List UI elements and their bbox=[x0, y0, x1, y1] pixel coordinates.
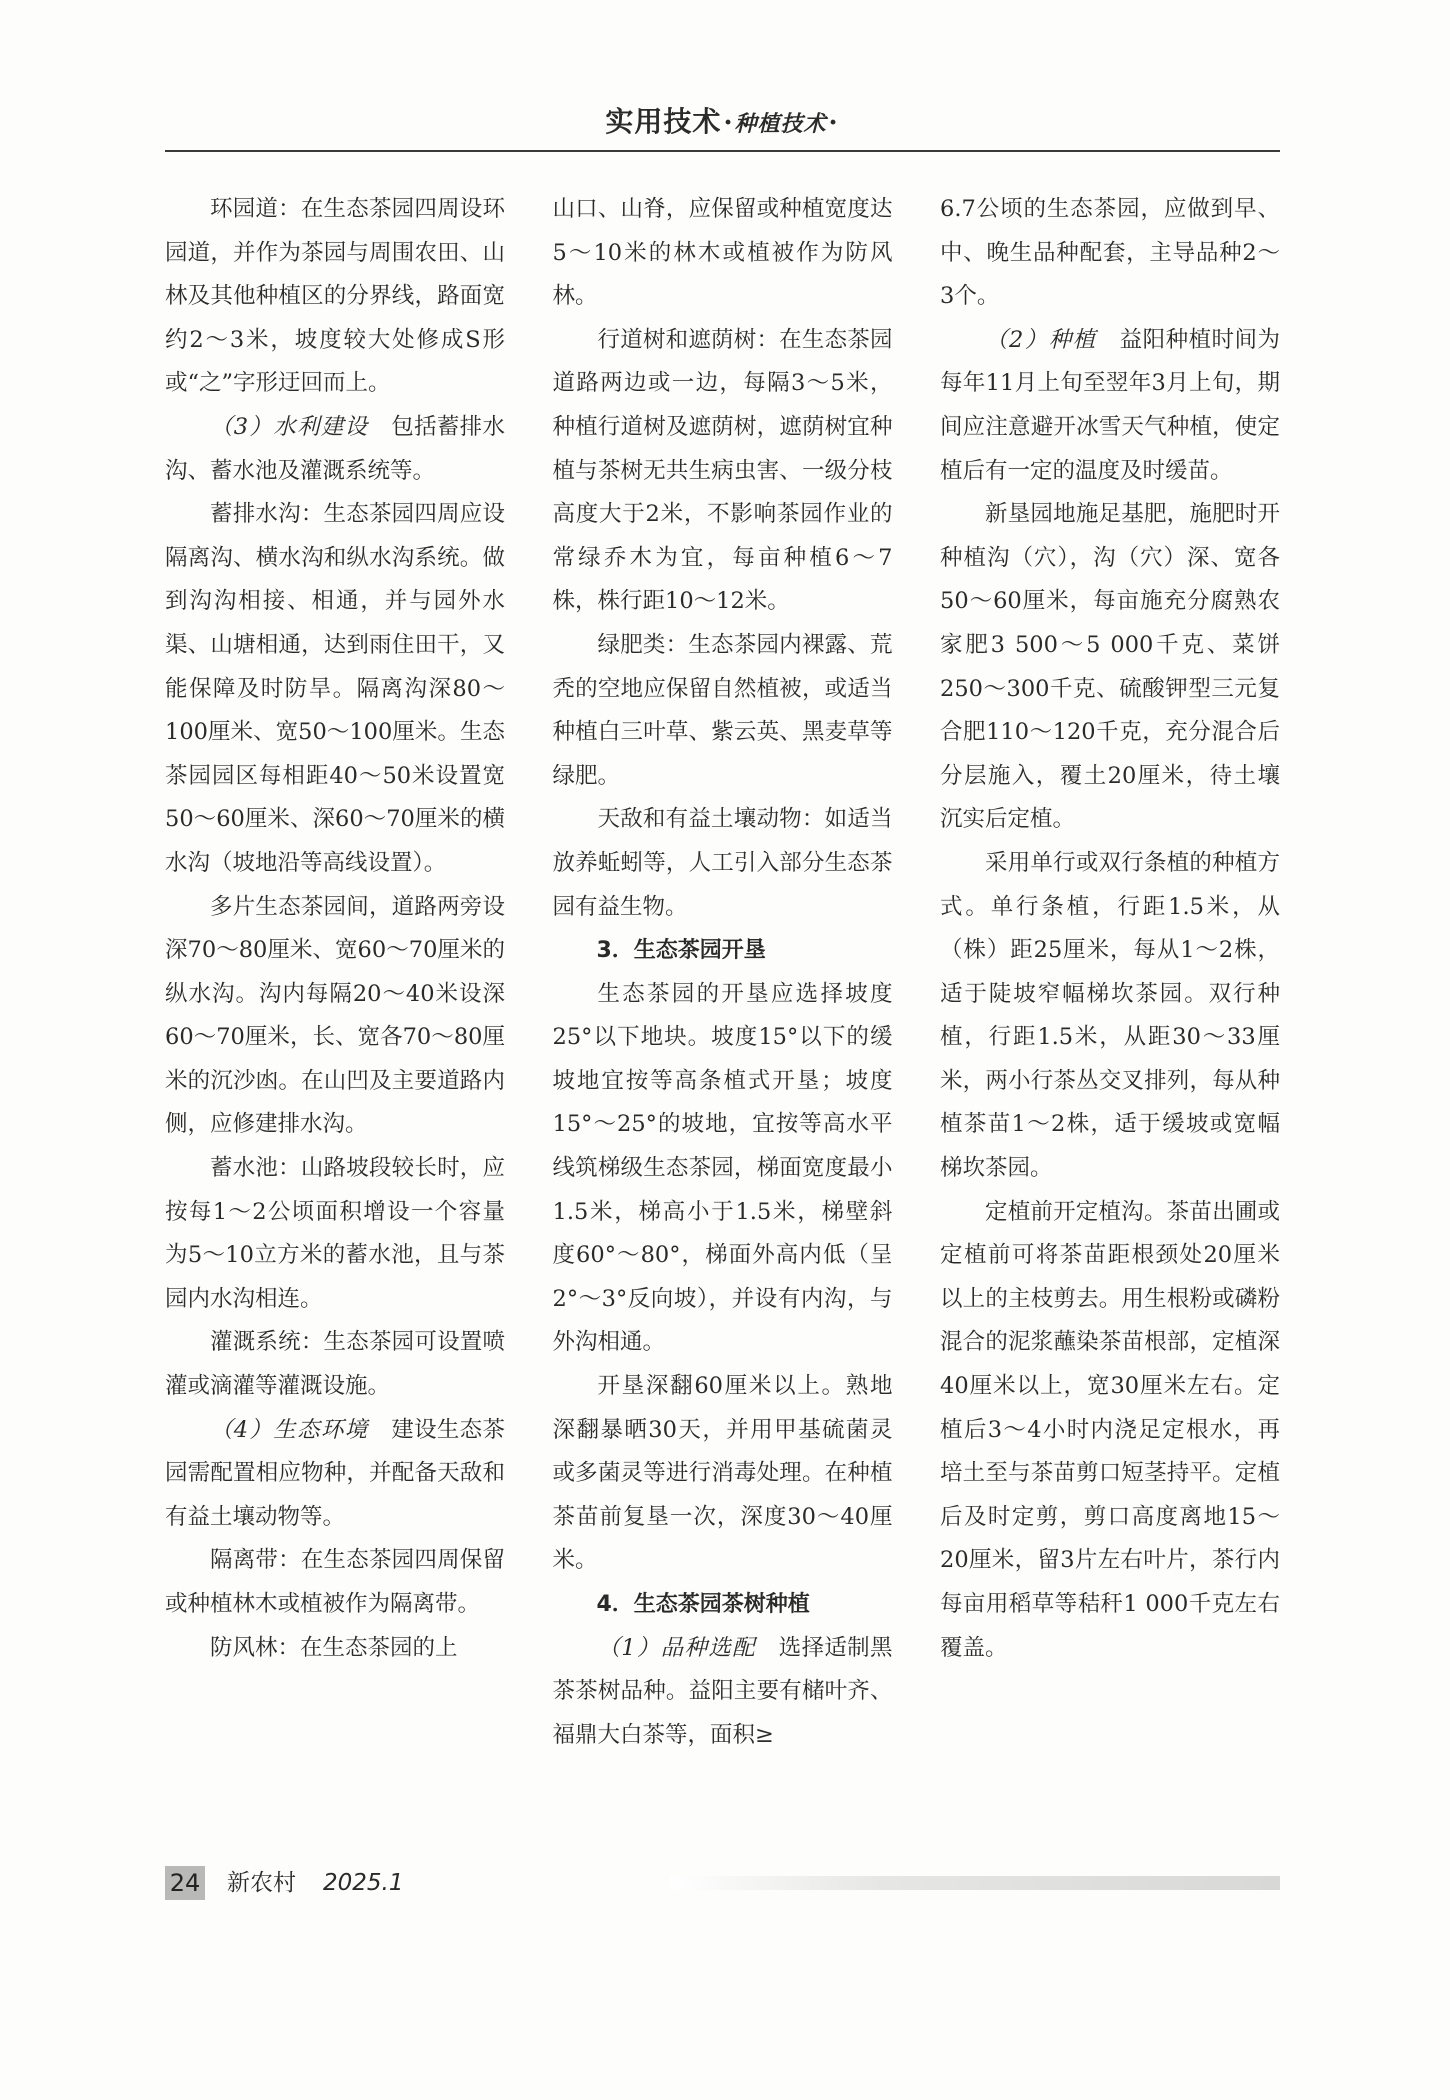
column-2 bbox=[553, 188, 893, 1848]
subsection-label: （2）种植 bbox=[985, 326, 1097, 353]
continued-paragraph: 6.7公顷的生态茶园，应做到早、中、晚生品种配套，主导品种2～3个。 bbox=[940, 196, 1280, 310]
paragraph-text: 包括蓄排水沟、蓄水池及灌溉系统等。 bbox=[165, 413, 505, 484]
paragraph-text: 建设生态茶园需配置相应物种，并配备天敌和有益土壤动物等。 bbox=[165, 1416, 505, 1530]
section-title: 实用技术 bbox=[605, 105, 722, 138]
header-rule bbox=[165, 150, 1280, 152]
paragraph: 蓄排水沟：生态茶园四周应设隔离沟、横水沟和纵水沟系统。做到沟沟相接、相通，并与园外水渠、山塘相通，达到雨住田干，又能保障及时防旱。隔离沟深80～100厘米、宽50～100厘米。生态茶园园区每相距40～50米设置宽50～60厘米、深60～70厘米的横水沟（坡地沿等高线设置）。 bbox=[165, 501, 505, 876]
paragraph: 灌溉系统：生态茶园可设置喷灌或滴灌等灌溉设施。 bbox=[165, 1329, 505, 1400]
subsection-paragraph bbox=[165, 406, 505, 493]
column-3 bbox=[940, 188, 1280, 1848]
subsection-label: （3）水利建设 bbox=[210, 413, 369, 440]
paragraph: 环园道：在生态茶园四周设环园道，并作为茶园与周围农田、山林及其他种植区的分界线，路面宽约2～3米，坡度较大处修成S形或“之”字形迂回而上。 bbox=[165, 196, 505, 397]
paragraph: 采用单行或双行条植的种植方式。单行条植，行距1.5米，从（株）距25厘米，每从1～2株，适于陡坡窄幅梯坎茶园。双行种植，行距1.5米，从距30～33厘米，两小行茶丛交叉排列，每从种植茶苗1～2株，适于缓坡或宽幅梯坎茶园。 bbox=[940, 849, 1280, 1182]
magazine-name: 新农村 bbox=[227, 1870, 296, 1896]
paragraph: 多片生态茶园间，道路两旁设深70～80厘米、宽60～70厘米的纵水沟。沟内每隔20～40米设深60～70厘米，长、宽各70～80厘米的沉沙凼。在山凹及主要道路内侧，应修建排水沟。 bbox=[165, 893, 505, 1138]
subsection-label: （4）生态环境 bbox=[210, 1416, 369, 1443]
running-header bbox=[165, 100, 1280, 150]
section-heading: 3．生态茶园开垦 bbox=[596, 938, 766, 964]
subsection-label: （1）品种选配 bbox=[597, 1634, 756, 1661]
section-subtitle: 种植技术 bbox=[734, 111, 827, 137]
paragraph: 开垦深翻60厘米以上。熟地深翻暴晒30天，并用甲基硫菌灵或多菌灵等进行消毒处理。在种植茶苗前复垦一次，深度30～40厘米。 bbox=[552, 1373, 893, 1574]
paragraph: 隔离带：在生态茶园四周保留或种植林木或植被作为隔离带。 bbox=[165, 1547, 505, 1617]
paragraph: 定植前开定植沟。茶苗出圃或定植前可将茶苗距根颈处20厘米以上的主枝剪去。用生根粉或磷粉混合的泥浆蘸染茶苗根部，定植深40厘米以上，宽30厘米左右。定植后3～4小时内浇足定根水，再培土至与茶苗剪口短茎持平。定植后及时定剪，剪口高度离地15～20厘米，留3片左右叶片，茶行内每亩用稻草等秸秆1 000千克左右覆盖。 bbox=[940, 1198, 1280, 1661]
subsection-paragraph bbox=[165, 1409, 505, 1540]
page-footer bbox=[165, 1866, 1280, 1900]
paragraph-text: 益阳种植时间为每年11月上旬至翌年3月上旬，期间应注意避开冰雪天气种植，使定植后有一定的温度及时缓苗。 bbox=[940, 326, 1280, 484]
paragraph: 天敌和有益土壤动物：如适当放养蚯蚓等，人工引入部分生态茶园有益生物。 bbox=[552, 806, 893, 920]
paragraph: 蓄水池：山路坡段较长时，应按每1～2公顷面积增设一个容量为5～10立方米的蓄水池，且与茶园内水沟相连。 bbox=[165, 1155, 505, 1312]
paragraph: 防风林：在生态茶园的上 bbox=[210, 1634, 458, 1661]
paragraph: 生态茶园的开垦应选择坡度25°以下地块。坡度15°以下的缓坡地宜按等高条植式开垦；坡度15°～25°的坡地，宜按等高水平线筑梯级生态茶园，梯面宽度最小1.5米，梯高小于1.5米，梯壁斜度60°～80°，梯面外高内低（呈2°～3°反向坡），并设有内沟，与外沟相通。 bbox=[552, 980, 893, 1356]
subsection-paragraph bbox=[553, 1627, 893, 1758]
issue-number: 2025.1 bbox=[323, 1870, 404, 1896]
paragraph: 绿肥类：生态茶园内裸露、荒秃的空地应保留自然植被，或适当种植白三叶草、紫云英、黑麦草等绿肥。 bbox=[552, 631, 893, 789]
article-body bbox=[165, 188, 1280, 1848]
paragraph: 行道树和遮荫树：在生态茶园道路两边或一边，每隔3～5米，种植行道树及遮荫树，遮荫树宜种植与茶树无共生病虫害、一级分枝高度大于2米，不影响茶园作业的常绿乔木为宜，每亩种植6～7株，株行距10～12米。 bbox=[552, 326, 893, 615]
paragraph-text: 选择适制黑茶茶树品种。益阳主要有槠叶齐、福鼎大白茶等，面积≥ bbox=[552, 1634, 893, 1748]
header-end-mark: · bbox=[828, 108, 838, 138]
footer-decorative-bar bbox=[670, 1876, 1280, 1890]
page-number: 24 bbox=[165, 1866, 205, 1900]
column-1 bbox=[165, 188, 505, 1848]
paragraph: 新垦园地施足基肥，施肥时开种植沟（穴），沟（穴）深、宽各50～60厘米，每亩施充分腐熟农家肥3 500～5 000千克、菜饼250～300千克、硫酸钾型三元复合肥110～120千克，充分混合后分层施入，覆土20厘米，待土壤沉实后定植。 bbox=[940, 501, 1280, 833]
section-heading: 4．生态茶园茶树种植 bbox=[596, 1592, 810, 1617]
subsection-paragraph bbox=[940, 319, 1280, 493]
continued-paragraph: 山口、山脊，应保留或种植宽度达5～10米的林木或植被作为防风林。 bbox=[552, 196, 893, 310]
header-separator: · bbox=[723, 108, 733, 138]
